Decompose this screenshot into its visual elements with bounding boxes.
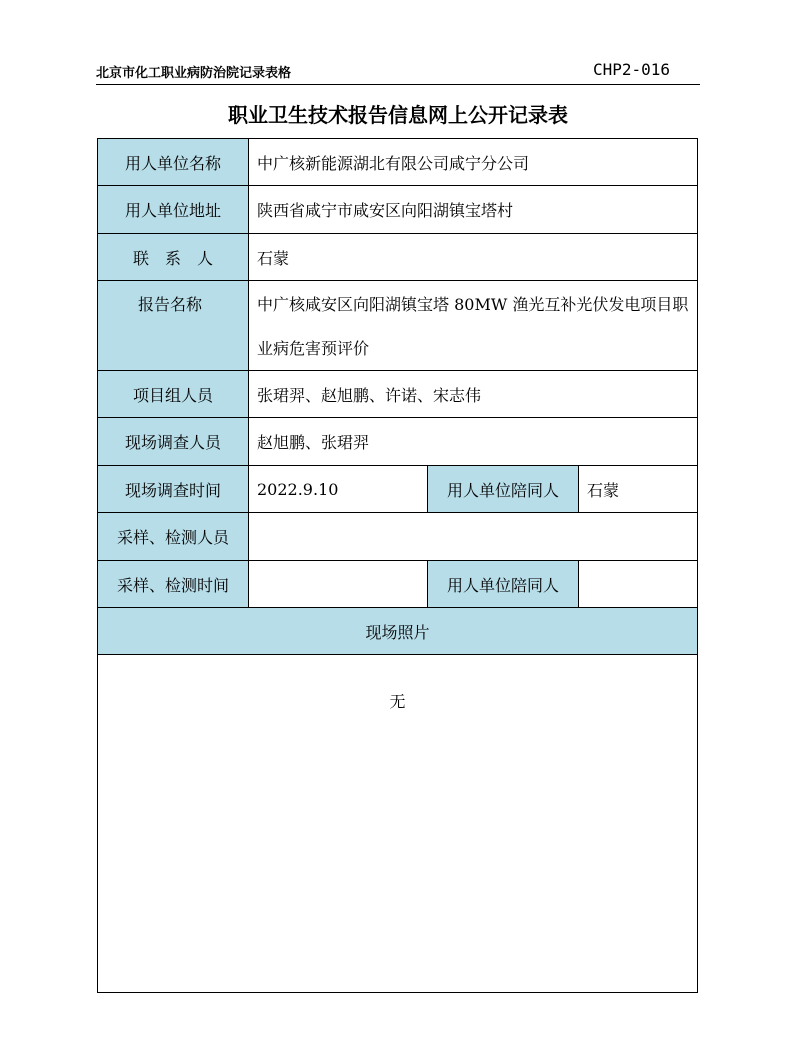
unit-name-label: 用人单位名称 — [98, 139, 249, 186]
report-name-label — [98, 281, 249, 371]
report-name-value — [249, 281, 697, 371]
survey-time-label: 现场调查时间 — [98, 466, 249, 513]
form-title: 职业卫生技术报告信息网上公开记录表 — [228, 103, 568, 127]
unit-address-label: 用人单位地址 — [98, 186, 249, 234]
sampling-time-value — [249, 561, 428, 608]
sampling-time-label: 采样、检测时间 — [98, 561, 249, 608]
site-photos-header: 现场照片 — [98, 608, 697, 655]
survey-companion-label: 用人单位陪同人 — [428, 466, 579, 513]
report-name-value-text: 中广核咸安区向阳湖镇宝塔 80MW 渔光互补光伏发电项目职业病危害预评价 — [257, 295, 689, 358]
sampling-staff-value — [249, 513, 697, 561]
survey-staff-value: 赵旭鹏、张珺羿 — [249, 418, 697, 466]
page-header — [96, 58, 700, 85]
form-code: CHP2-016 — [592, 60, 670, 79]
contact-value: 石蒙 — [249, 234, 697, 281]
team-label: 项目组人员 — [98, 371, 249, 418]
unit-name-value: 中广核新能源湖北有限公司咸宁分公司 — [249, 139, 697, 186]
report-name-label-text: 报告名称 — [137, 295, 202, 314]
unit-address-value: 陕西省咸宁市咸安区向阳湖镇宝塔村 — [249, 186, 697, 234]
sampling-companion-value — [579, 561, 697, 608]
site-photos-area — [98, 655, 697, 992]
record-form — [97, 138, 698, 993]
survey-time-value: 2022.9.10 — [249, 466, 428, 513]
sampling-companion-label: 用人单位陪同人 — [428, 561, 579, 608]
team-value: 张珺羿、赵旭鹏、许诺、宋志伟 — [249, 371, 697, 418]
survey-staff-label: 现场调查人员 — [98, 418, 249, 466]
org-name: 北京市化工职业病防治院记录表格 — [96, 66, 292, 81]
site-photos-content: 无 — [389, 692, 406, 711]
survey-companion-value: 石蒙 — [579, 466, 697, 513]
sampling-staff-label: 采样、检测人员 — [98, 513, 249, 561]
contact-label: 联 系 人 — [98, 234, 249, 281]
